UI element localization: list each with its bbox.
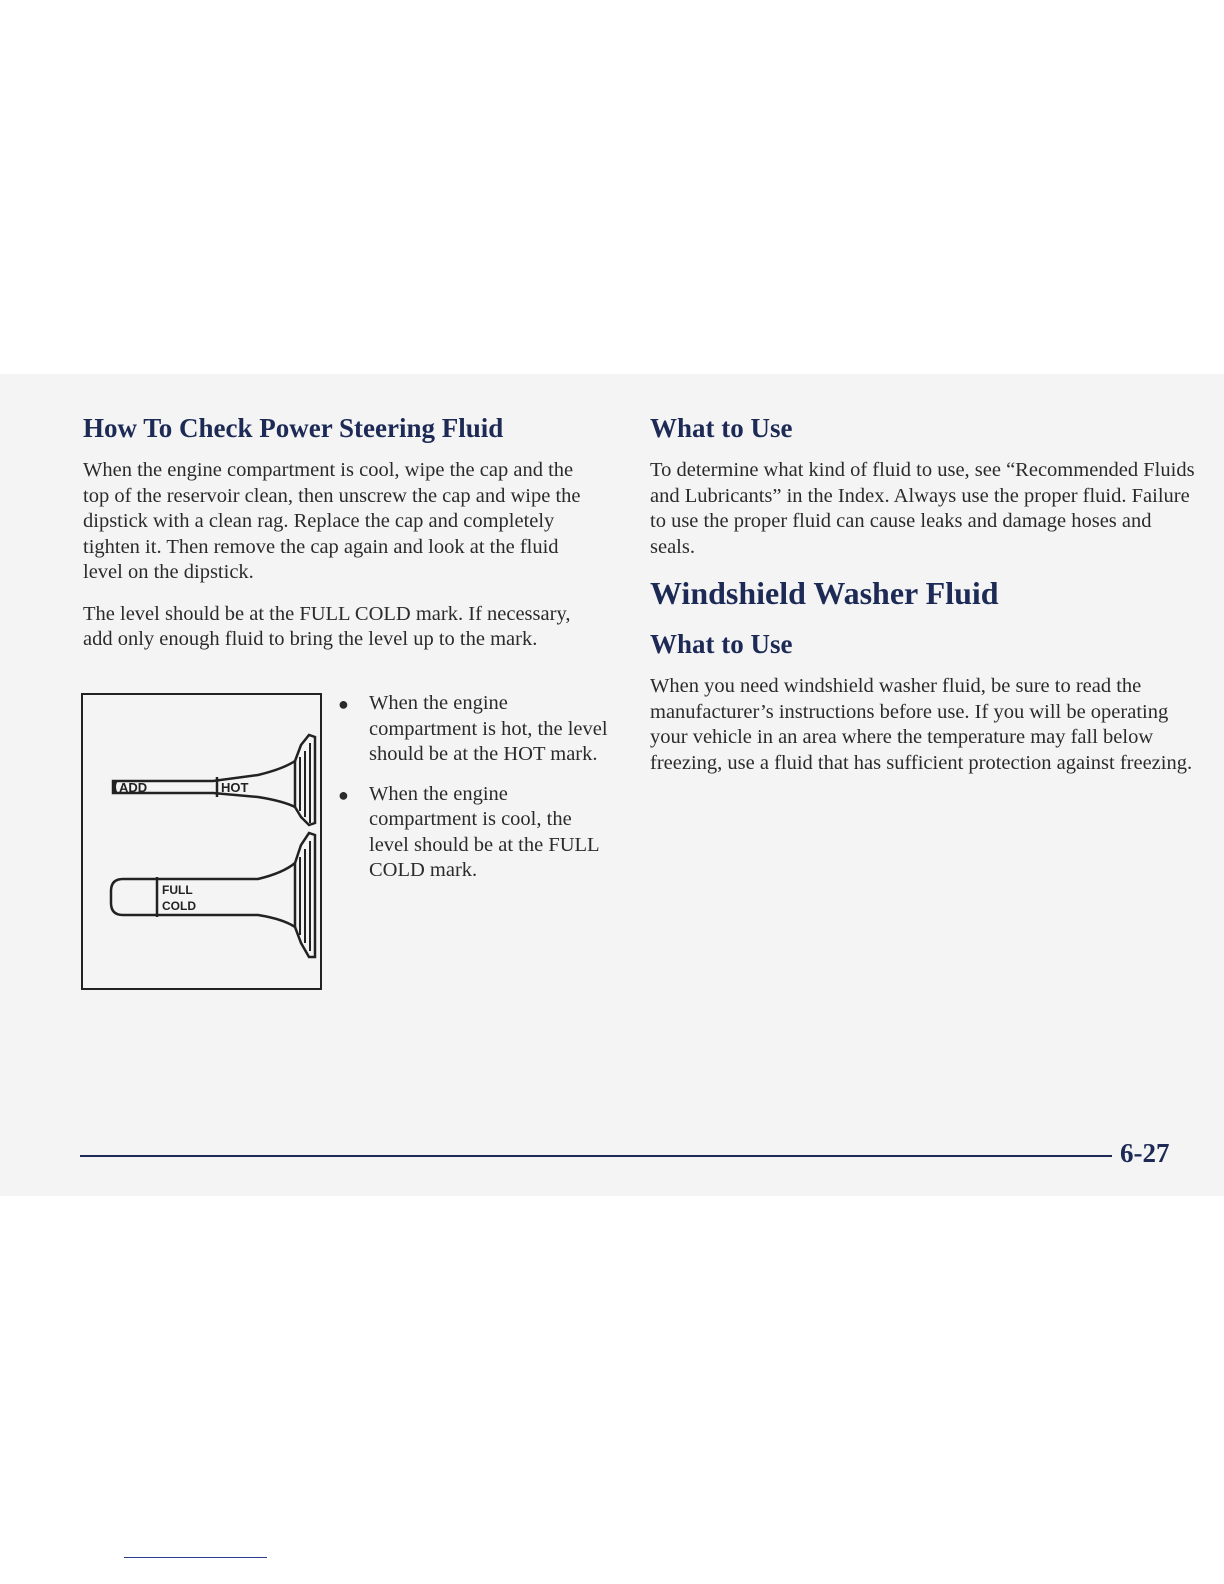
- dipstick-illustration: [83, 695, 320, 988]
- bullet-text-hot: When the engine compartment is hot, the level should be at the HOT mark.: [369, 692, 608, 765]
- power-steering-heading: How To Check Power Steering Fluid: [83, 413, 504, 443]
- bullet-icon: ●: [338, 784, 349, 805]
- dipstick-diagram: [81, 693, 322, 990]
- power-steering-instructions: When the engine compartment is cool, wipe the cap and the top of the reservoir clean, then unscrew the cap and wipe the dipstick with a clean rag. Replace the cap and completely tighten it. Then remove the cap again and look at the fluid level on the dipstick.: [83, 459, 581, 583]
- level-bullet-list: [338, 691, 608, 898]
- footer-rule: [80, 1155, 1112, 1157]
- list-item: [338, 782, 608, 884]
- left-column: [83, 410, 603, 653]
- washer-fluid-text: When you need windshield washer fluid, be sure to read the manufacturer’s instructions before use. If you will be operating your vehicle in an area where the temperature may fall below freezing, use a fluid that has sufficient protection against freezing.: [650, 675, 1193, 774]
- bullet-icon: ●: [338, 694, 349, 714]
- full-mark-label: FULL: [162, 883, 193, 897]
- list-item: [338, 691, 608, 768]
- hot-mark-label: HOT: [221, 780, 249, 795]
- add-mark-label: ADD: [119, 780, 148, 795]
- windshield-washer-section-title: Windshield Washer Fluid: [650, 575, 999, 611]
- page-number: 6-27: [1120, 1138, 1170, 1168]
- power-steering-level-text: The level should be at the FULL COLD mark. If necessary, add only enough fluid to bring the level up to the mark.: [83, 602, 571, 650]
- right-column: [650, 410, 1195, 776]
- cold-mark-label: COLD: [162, 899, 196, 913]
- bottom-link-rule: [124, 1557, 267, 1558]
- washer-what-to-use-heading: What to Use: [650, 629, 793, 659]
- what-to-use-heading: What to Use: [650, 413, 793, 443]
- dipstick-cold: [111, 833, 315, 957]
- dipstick-hot: [113, 735, 315, 825]
- bullet-text-cold: When the engine compartment is cool, the level should be at the FULL COLD mark.: [369, 782, 599, 881]
- power-steering-fluid-type-text: To determine what kind of fluid to use, see “Recommended Fluids and Lubricants” in the Index. Always use the proper fluid. Failure to use the proper fluid can cause leaks and damage hoses and seals.: [650, 459, 1195, 558]
